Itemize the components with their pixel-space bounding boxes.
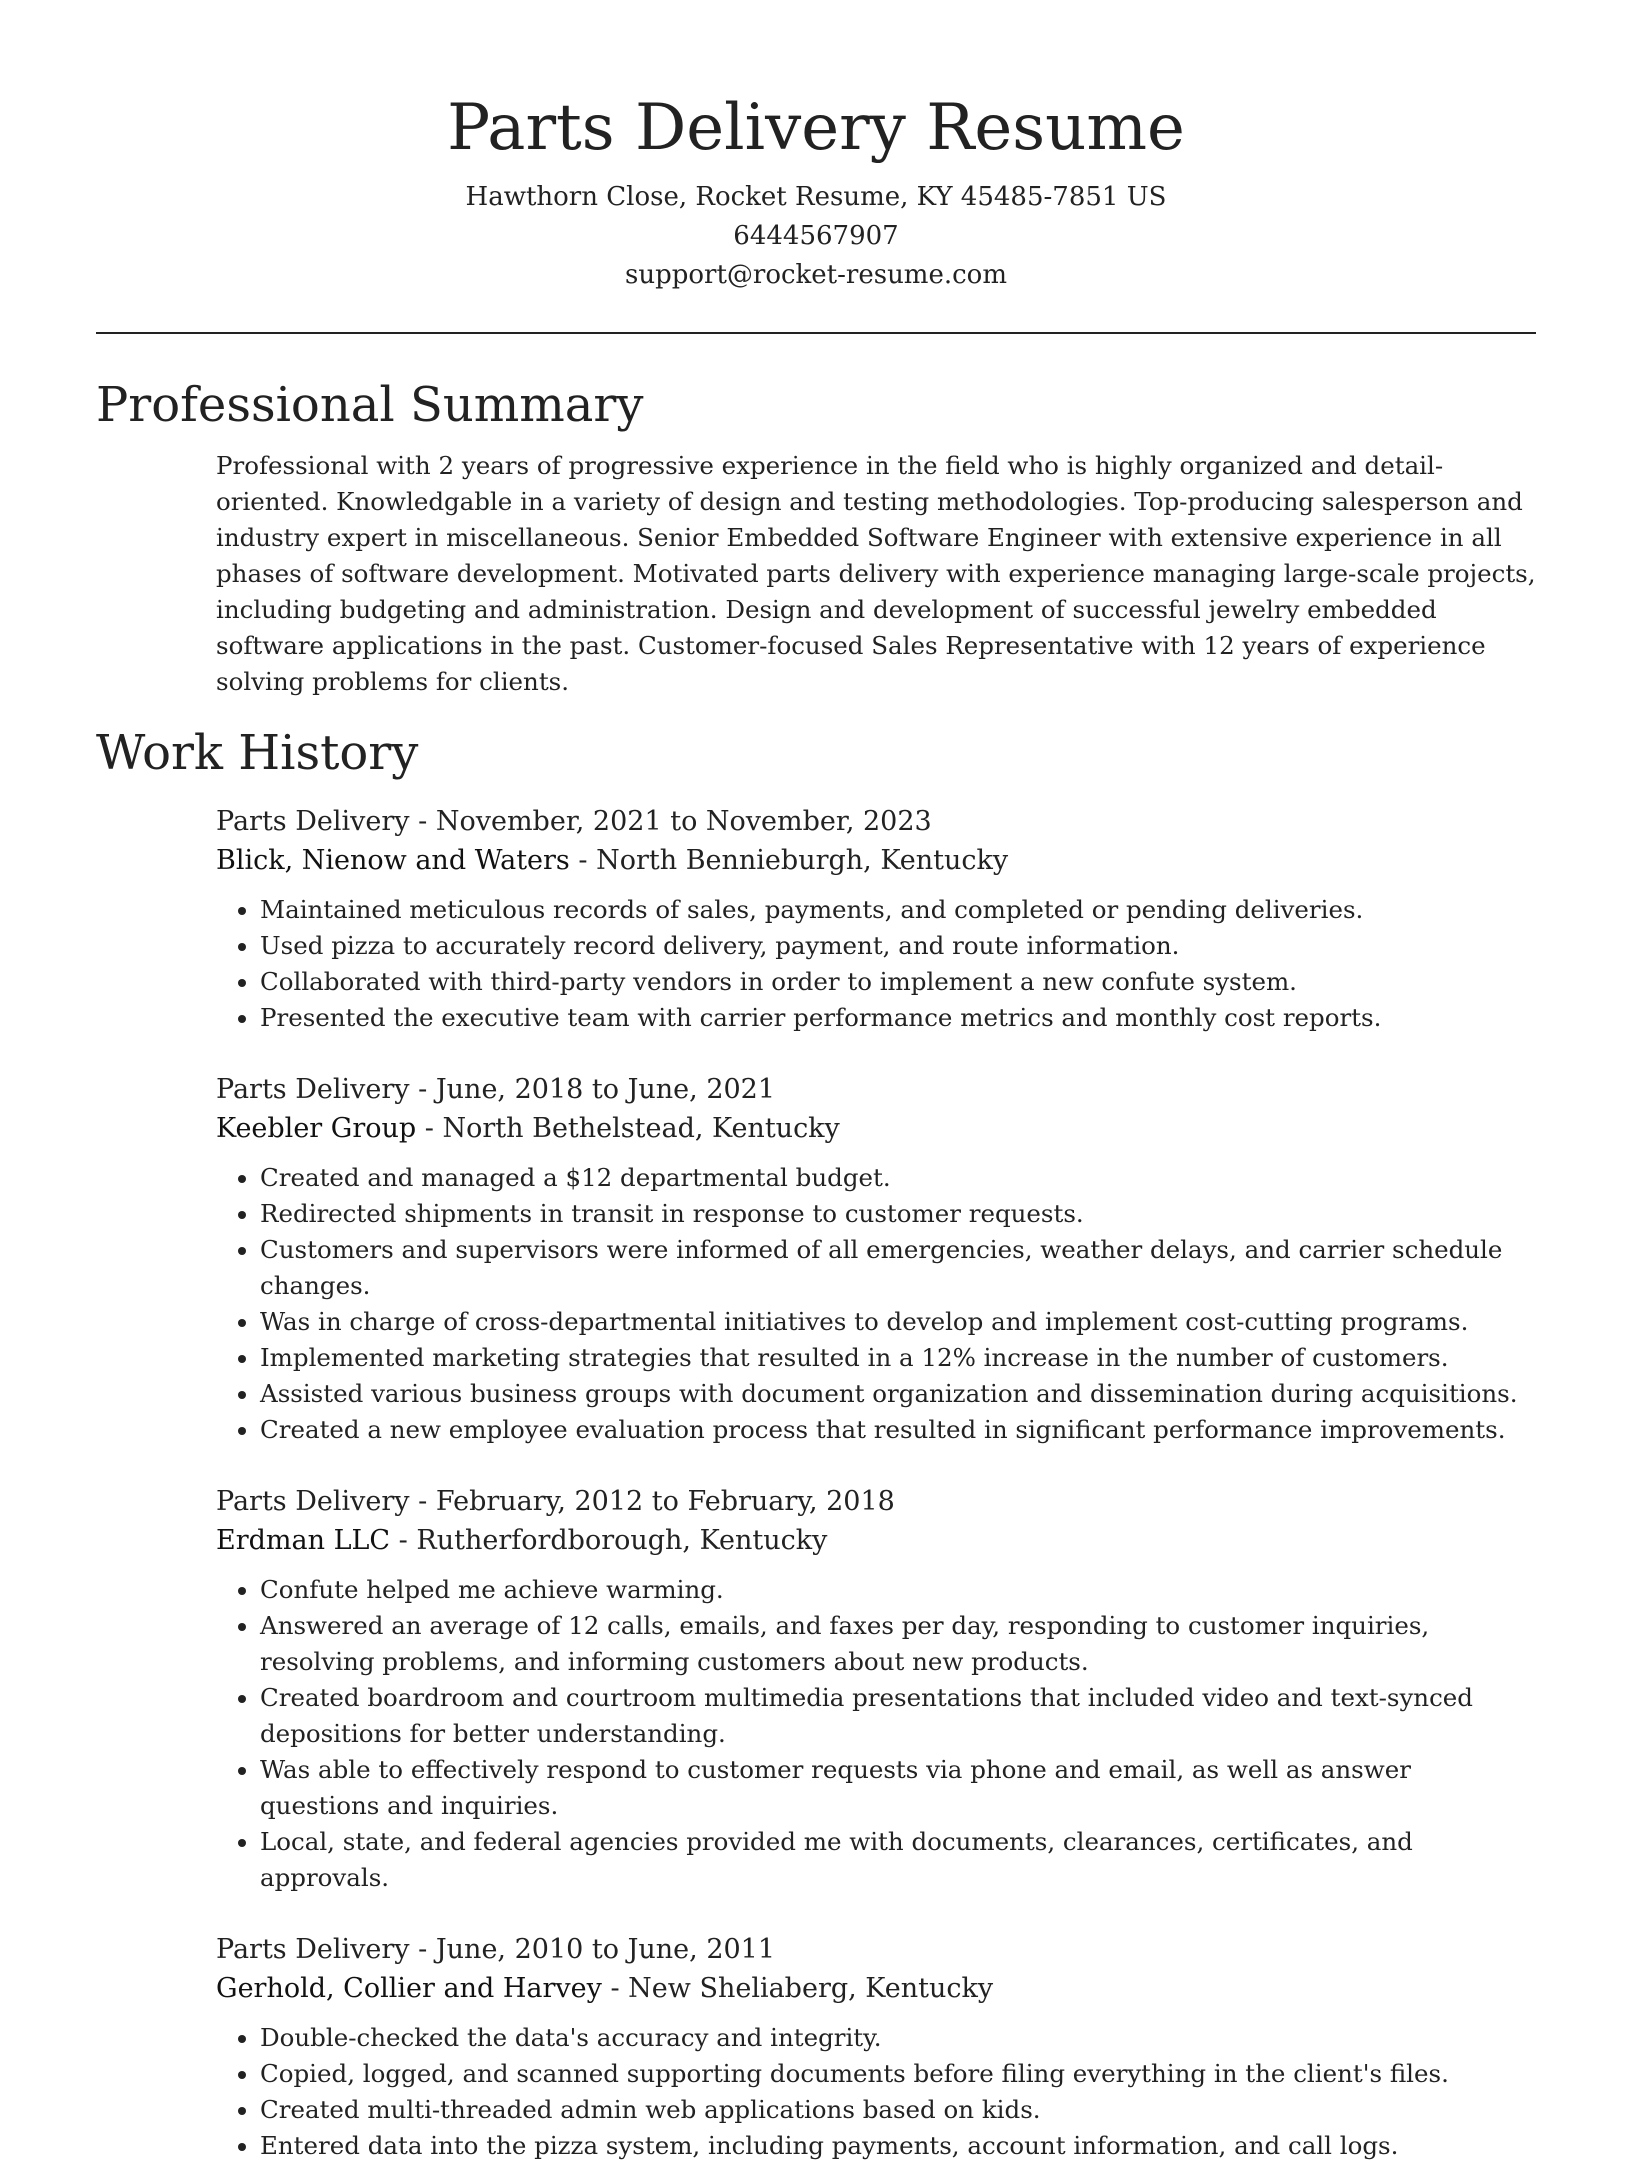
job-title-line: Parts Delivery - June, 2018 to June, 2021: [216, 1074, 776, 1105]
job-location: North Bethelstead, Kentucky: [442, 1113, 840, 1144]
duty-item: • Local, state, and federal agencies provided me with documents, clearances, certificates, and approvals.: [260, 1824, 1536, 1896]
duty-item: • Confute helped me achieve warming.: [260, 1572, 1536, 1608]
contact-email: support@rocket-resume.com: [624, 260, 1007, 290]
duty-item: • Used pizza to accurately record delivery, payment, and route information.: [260, 928, 1536, 964]
duty-item: • Maintained meticulous records of sales, payments, and completed or pending deliveries.: [260, 892, 1536, 928]
duty-item: • Copied, logged, and scanned supporting documents before filing everything in the client's files.: [260, 2056, 1536, 2092]
job-location: North Bennieburgh, Kentucky: [596, 845, 1009, 876]
job-dates: June, 2010 to June, 2011: [435, 1934, 776, 1965]
duty-item: • Collaborated with third-party vendors in order to implement a new confute system.: [260, 964, 1536, 1000]
job-duties-list: [216, 1160, 1536, 1448]
duty-item: • Was able to effectively respond to customer requests via phone and email, as well as answer questions and inquiries.: [260, 1752, 1536, 1824]
duty-item: • Entered data into the pizza system, including payments, account information, and call logs.: [260, 2128, 1536, 2164]
job-company-line: Gerhold, Collier and Harvey - New Sheliaberg, Kentucky: [216, 1973, 994, 2004]
job-duties-list: [216, 1572, 1536, 1896]
contact-phone: 6444567907: [733, 221, 899, 251]
duty-item: • Answered an average of 12 calls, emails, and faxes per day, responding to customer inquiries, resolving problems, and informing customers about new products.: [260, 1608, 1536, 1680]
job-location: Rutherfordborough, Kentucky: [416, 1525, 828, 1556]
job-entry: [216, 802, 1536, 1036]
duty-item: • Created boardroom and courtroom multimedia presentations that included video and text-synced depositions for better understanding.: [260, 1680, 1536, 1752]
professional-summary-section: [96, 374, 1536, 700]
job-location: New Sheliaberg, Kentucky: [628, 1973, 994, 2004]
job-company: Keebler Group: [216, 1113, 417, 1144]
job-company: Gerhold, Collier and Harvey: [216, 1973, 602, 2004]
job-title-line: Parts Delivery - November, 2021 to November, 2023: [216, 806, 932, 837]
resume-page: [96, 0, 1536, 2164]
summary-text: Professional with 2 years of progressive experience in the field who is highly organized and detail-oriented. Knowledgable in a variety of design and testing methodologies. Top-producing salesperson and industry expert in miscellaneous. Senior Embedded Software Engineer with extensive experience in all phases of software development. Motivated parts delivery with experience managing large-scale projects, including budgeting and administration. Design and development of successful jewelry embedded software applications in the past. Customer-focused Sales Representative with 12 years of experience solving problems for clients.: [216, 451, 1536, 696]
duty-item: • Customers and supervisors were informed of all emergencies, weather delays, and carrier schedule changes.: [260, 1232, 1536, 1304]
duty-item: • Was in charge of cross-departmental initiatives to develop and implement cost-cutting programs.: [260, 1304, 1536, 1340]
header-divider: [96, 332, 1536, 334]
duty-item: • Double-checked the data's accuracy and integrity.: [260, 2020, 1536, 2056]
job-company: Erdman LLC: [216, 1525, 391, 1556]
job-company-line: Keebler Group - North Bethelstead, Kentucky: [216, 1113, 840, 1144]
job-duties-list: [216, 2020, 1536, 2164]
job-dates: February, 2012 to February, 2018: [435, 1486, 895, 1517]
job-company-line: Blick, Nienow and Waters - North Bennieburgh, Kentucky: [216, 845, 1009, 876]
duty-item: • Assisted various business groups with document organization and dissemination during acquisitions.: [260, 1376, 1536, 1412]
resume-title: Parts Delivery Resume: [447, 91, 1185, 165]
section-heading-work-history: Work History: [96, 725, 419, 781]
contact-block: [96, 178, 1536, 295]
work-history-section: [96, 722, 1536, 2164]
duty-item: • Created and managed a $12 departmental budget.: [260, 1160, 1536, 1196]
duty-item: • Presented the executive team with carrier performance metrics and monthly cost reports.: [260, 1000, 1536, 1036]
job-title-line: Parts Delivery - June, 2010 to June, 2011: [216, 1934, 776, 1965]
duty-item: • Redirected shipments in transit in response to customer requests.: [260, 1196, 1536, 1232]
duty-item: • Implemented marketing strategies that resulted in a 12% increase in the number of customers.: [260, 1340, 1536, 1376]
job-company-line: Erdman LLC - Rutherfordborough, Kentucky: [216, 1525, 828, 1556]
resume-header: [96, 0, 1536, 295]
job-title: Parts Delivery: [216, 1486, 410, 1517]
job-dates: November, 2021 to November, 2023: [435, 806, 932, 837]
job-title: Parts Delivery: [216, 1074, 410, 1105]
job-entry: [216, 1070, 1536, 1448]
job-entry: [216, 1930, 1536, 2164]
contact-address: Hawthorn Close, Rocket Resume, KY 45485-7851 US: [465, 182, 1167, 212]
job-title-line: Parts Delivery - February, 2012 to February, 2018: [216, 1486, 895, 1517]
job-entry: [216, 1482, 1536, 1896]
job-title: Parts Delivery: [216, 806, 410, 837]
duty-item: • Created a new employee evaluation process that resulted in significant performance improvements.: [260, 1412, 1536, 1448]
job-duties-list: [216, 892, 1536, 1036]
job-title: Parts Delivery: [216, 1934, 410, 1965]
section-heading-summary: Professional Summary: [96, 377, 644, 433]
job-company: Blick, Nienow and Waters: [216, 845, 570, 876]
duty-item: • Created multi-threaded admin web applications based on kids.: [260, 2092, 1536, 2128]
job-dates: June, 2018 to June, 2021: [435, 1074, 776, 1105]
